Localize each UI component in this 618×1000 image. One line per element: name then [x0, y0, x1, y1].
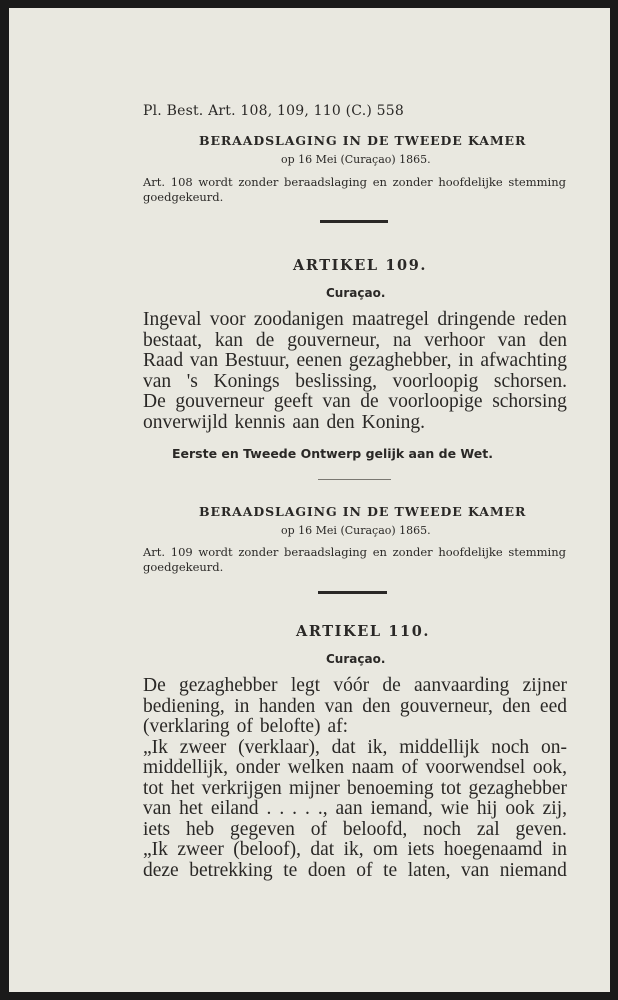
deliberation-note-1: [143, 175, 566, 205]
text-line: van het eiland . . . . ., aan iemand, wie hij ook zij,: [143, 798, 567, 819]
text-line: Raad van Bestuur, eenen gezaghebber, in afwachting: [143, 350, 567, 371]
article-110-title: ARTIKEL 110.: [296, 623, 431, 640]
deliberation-heading-2: BERAADSLAGING IN DE TWEEDE KAMER: [199, 504, 527, 519]
text-line: bestaat, kan de gouverneur, na verhoor van den: [143, 329, 567, 351]
text-line: „Ik zweer (beloof), dat ik, om iets hoegenaamd in: [143, 839, 567, 860]
text-line: middellijk, onder welken naam of voorwendsel ook,: [143, 757, 567, 778]
section-divider: [318, 591, 387, 594]
text-line: De gezaghebber legt vóór de aanvaarding zijner: [143, 675, 567, 696]
section-divider-thin: [318, 479, 391, 480]
article-109-text: [143, 310, 567, 433]
deliberation-date-1: op 16 Mei (Curaçao) 1865.: [281, 153, 431, 166]
text-line: iets heb gegeven of beloofd, noch zal geven.: [143, 818, 567, 840]
note-line: Art. 109 wordt zonder beraadslaging en zonder hoofdelijke stemming: [143, 545, 566, 559]
text-line: Ingeval voor zoodanigen maatregel dringende reden: [143, 309, 567, 330]
book-page: [9, 8, 610, 992]
article-110-text: [143, 676, 567, 881]
text-line: (verklaring of belofte) af:: [143, 716, 349, 737]
text-line: bediening, in handen van den gouverneur, den eed: [143, 695, 567, 717]
article-109-title: ARTIKEL 109.: [293, 257, 428, 274]
note-line: goedgekeurd.: [143, 560, 224, 574]
running-head: Pl. Best. Art. 108, 109, 110 (C.) 558: [143, 103, 404, 119]
note-line: Art. 108 wordt zonder beraadslaging en zonder hoofdelijke stemming: [143, 175, 566, 189]
article-109-place: Curaçao.: [326, 286, 386, 300]
deliberation-heading-1: BERAADSLAGING IN DE TWEEDE KAMER: [199, 133, 527, 148]
text-line: van 's Konings beslissing, voorloopig schorsen.: [143, 370, 567, 392]
text-line: tot het verkrijgen mijner benoeming tot gezaghebber: [143, 777, 567, 799]
note-line: goedgekeurd.: [143, 190, 224, 204]
text-line: deze betrekking te doen of te laten, van niemand: [143, 859, 567, 881]
deliberation-note-2: [143, 545, 566, 575]
text-line: „Ik zweer (verklaar), dat ik, middellijk noch on-: [143, 736, 567, 758]
section-divider: [320, 220, 388, 223]
text-line: De gouverneur geeft van de voorloopige schorsing: [143, 391, 567, 412]
text-line: onverwijld kennis aan den Koning.: [143, 411, 425, 433]
article-110-place: Curaçao.: [326, 652, 386, 666]
ontwerp-note: Eerste en Tweede Ontwerp gelijk aan de Wet.: [172, 446, 493, 461]
deliberation-date-2: op 16 Mei (Curaçao) 1865.: [281, 524, 431, 537]
